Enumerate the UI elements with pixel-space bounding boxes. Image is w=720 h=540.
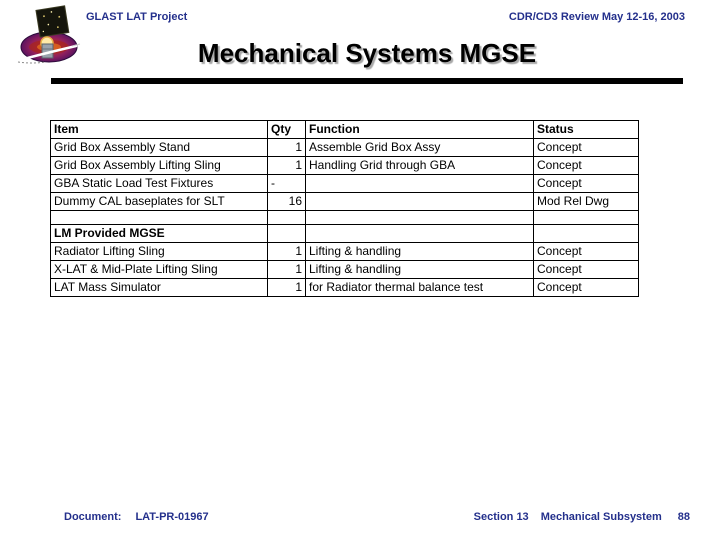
qty-cell [268, 225, 306, 243]
col-header-item: Item [51, 121, 268, 139]
qty-cell: - [268, 175, 306, 193]
item-cell: Dummy CAL baseplates for SLT [51, 193, 268, 211]
table-header-row [51, 121, 639, 139]
spacer-row [51, 211, 639, 225]
review-date-label: CDR/CD3 Review May 12-16, 2003 [508, 11, 685, 23]
col-header-status: Status [534, 121, 639, 139]
footer-document [64, 511, 209, 523]
status-cell: Concept [534, 139, 639, 157]
item-cell: LM Provided MGSE [51, 225, 268, 243]
footer-section [474, 511, 690, 523]
status-cell: Concept [534, 175, 639, 193]
function-cell: for Radiator thermal balance test [306, 279, 534, 297]
qty-cell: 1 [268, 139, 306, 157]
status-cell: Mod Rel Dwg [534, 193, 639, 211]
table-row [51, 157, 639, 175]
document-label: Document: [64, 511, 122, 523]
table-row [51, 261, 639, 279]
item-cell: X-LAT & Mid-Plate Lifting Sling [51, 261, 268, 279]
table-row [51, 193, 639, 211]
qty-cell: 1 [268, 279, 306, 297]
status-cell: Concept [534, 261, 639, 279]
item-cell [51, 211, 268, 225]
document-number: LAT-PR-01967 [135, 511, 209, 523]
function-cell [306, 225, 534, 243]
item-cell: LAT Mass Simulator [51, 279, 268, 297]
subsystem-label: Mechanical Subsystem [540, 511, 662, 523]
qty-cell [268, 211, 306, 225]
function-cell: Assemble Grid Box Assy [306, 139, 534, 157]
mgse-table [50, 120, 639, 297]
status-cell: Concept [534, 157, 639, 175]
item-cell: Grid Box Assembly Stand [51, 139, 268, 157]
title-rule [51, 78, 683, 84]
item-cell: Radiator Lifting Sling [51, 243, 268, 261]
function-cell [306, 193, 534, 211]
solar-panel [36, 6, 69, 37]
table-row [51, 139, 639, 157]
qty-cell: 1 [268, 243, 306, 261]
function-cell [306, 175, 534, 193]
section-header-row [51, 225, 639, 243]
col-header-qty: Qty [268, 121, 306, 139]
table-row [51, 243, 639, 261]
page-title: Mechanical Systems MGSE [197, 38, 537, 68]
section-label: Section 13 [473, 511, 529, 523]
table-row [51, 279, 639, 297]
status-cell: Concept [534, 279, 639, 297]
qty-cell: 16 [268, 193, 306, 211]
col-header-function: Function [306, 121, 534, 139]
function-cell: Lifting & handling [306, 243, 534, 261]
status-cell [534, 225, 639, 243]
page-number: 88 [677, 511, 690, 523]
status-cell [534, 211, 639, 225]
item-cell: GBA Static Load Test Fixtures [51, 175, 268, 193]
item-cell: Grid Box Assembly Lifting Sling [51, 157, 268, 175]
table-row [51, 175, 639, 193]
function-cell: Lifting & handling [306, 261, 534, 279]
status-cell: Concept [534, 243, 639, 261]
project-label: GLAST LAT Project [86, 11, 188, 23]
function-cell: Handling Grid through GBA [306, 157, 534, 175]
qty-cell: 1 [268, 261, 306, 279]
function-cell [306, 211, 534, 225]
qty-cell: 1 [268, 157, 306, 175]
